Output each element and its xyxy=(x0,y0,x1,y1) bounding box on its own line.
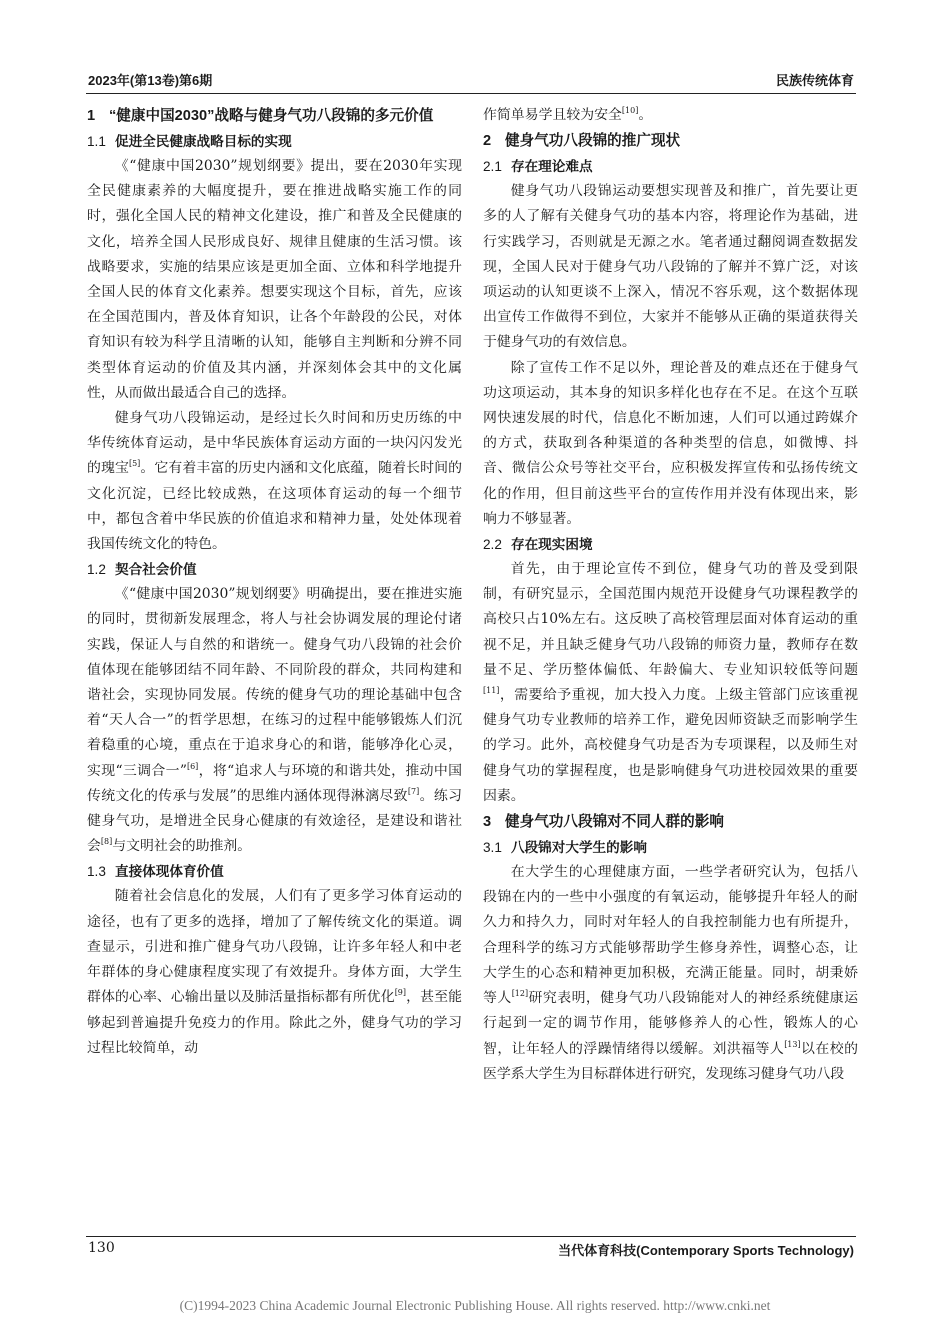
citation: [13] xyxy=(784,1039,801,1049)
section-number: 3 xyxy=(483,814,492,831)
section-2-2-heading xyxy=(483,532,858,557)
text-run: 在大学生的心理健康方面，一些学者研究认为，包括八段锦在内的一些中小强度的有氧运动，能够提升年轻人的耐久力和持久力，同时对年轻人的自我控制能力也有所提升，合理科学的练习方式能够帮助学生修身养性，调整心态，让大学生的心态和精神更加积极，充满正能量。同时，胡秉娇等人 xyxy=(483,864,858,1007)
citation: [6] xyxy=(186,761,199,771)
section-number: 2 xyxy=(483,133,492,150)
footer-rule xyxy=(86,1236,856,1237)
citation: [7] xyxy=(407,786,420,796)
text-run: 与文明社会的助推剂。 xyxy=(112,838,252,855)
section-number: 1.2 xyxy=(87,562,106,578)
citation: [5] xyxy=(128,459,141,469)
section-title: 契合社会价值 xyxy=(115,562,197,578)
section-number: 2.2 xyxy=(483,537,502,553)
header-rule xyxy=(86,93,856,94)
text-run: 。练习健身气功，是增进全民身心健康的有效途径，是建设和谐社会 xyxy=(87,787,462,855)
text-run: 以在校的医学系大学生为目标群体进行研究，发现练习健身气功八段 xyxy=(483,1040,858,1082)
section-title: 健身气功八段锦的推广现状 xyxy=(505,133,681,150)
section-2-1-heading xyxy=(483,154,858,179)
section-number: 1.3 xyxy=(87,864,106,880)
text-run: 作简单易学且较为安全 xyxy=(483,107,622,123)
citation: [8] xyxy=(100,837,113,847)
paragraph xyxy=(87,406,462,557)
text-run: 。 xyxy=(638,107,653,123)
section-1-heading xyxy=(87,103,462,129)
section-number: 2.1 xyxy=(483,159,502,175)
section-2-heading xyxy=(483,128,858,154)
section-1-2-heading xyxy=(87,557,462,582)
citation: [10] xyxy=(621,106,639,115)
section-1-3-heading xyxy=(87,859,462,884)
paragraph xyxy=(87,582,462,859)
text-run: ，需要给予重视，加大投入力度。上级主管部门应该重视健身气功专业教师的培养工作，避免因师资缺乏而影响学生的学习。此外，高校健身气功是否为专项课程，以及师生对健身气功的掌握程度，也是影响健身气功进校园效果的重要因素。 xyxy=(483,687,858,804)
section-3-1-heading xyxy=(483,835,858,860)
text-run: ，甚至能够起到普遍提升免疫力的作用。除此之外，健身气功的学习过程比较简单，动 xyxy=(87,989,462,1056)
section-title: 健身气功八段锦对不同人群的影响 xyxy=(505,814,724,831)
text-run: 首先，由于理论宣传不到位，健身气功的普及受到限制，有研究显示，全国范围内规范开设健身气功课程教学的高校只占10%左右。这反映了高校管理层面对体育运动的重视不足，并且缺乏健身气功八段锦的师资力量，教师存在数量不足、学历整体偏低、年龄偏大、专业知识较低等问题 xyxy=(483,561,858,678)
text-run: 《“健康中国2030”规划纲要》明确提出，要在推进实施的同时，贯彻新发展理念，将人与社会协调发展的理论付诸实践，保证人与自然的和谐统一。健身气功八段锦的社会价值体现在能够团结不同年龄、不同阶段的群众，共同构建和谐社会，实现协同发展。传统的健身气功的理论基础中包含着“天人合一”的哲学思想，在练习的过程中能够锻炼人们沉着稳重的心境，重点在于追求身心的和谐，能够净化心灵，实现“三调合一” xyxy=(87,586,462,779)
paragraph xyxy=(483,860,858,1087)
section-number: 1.1 xyxy=(87,134,106,149)
text-run: 研究表明，健身气功八段锦能对人的神经系统健康运行起到一定的调节作用，能够修养人的心性，锻炼人的心智，让年轻人的浮躁情绪得以缓解。刘洪福等人 xyxy=(483,990,858,1057)
paragraph xyxy=(87,884,462,1060)
paragraph: 除了宣传工作不足以外，理论普及的难点还在于健身气功这项运动，其本身的知识多样化也存在不足。在这个互联网快速发展的时代，信息化不断加速，人们可以通过跨媒介的方式，获取到各种渠道的各种类型的信息，如微博、抖音、微信公众号等社交平台，应积极发挥宣传和弘扬传统文化的作用，但目前这些平台的宣传作用并没有体现出来，影响力不够显著。 xyxy=(483,359,858,527)
left-column xyxy=(87,103,462,1061)
section-title: 促进全民健康战略目标的实现 xyxy=(115,134,292,149)
right-column xyxy=(483,103,858,1087)
page-number: 130 xyxy=(88,1240,115,1256)
section-title: 八段锦对大学生的影响 xyxy=(511,840,647,856)
text-run: 健身气功八段锦运动，是经过长久时间和历史历练的中华传统体育运动，是中华民族体育运动方面的一块闪闪发光的瑰宝 xyxy=(87,410,462,477)
text-run: 。它有着丰富的历史内涵和文化底蕴，随着长时间的文化沉淀，已经比较成熟，在这项体育运动的每一个细节中，都包含着中华民族的价值追求和精神力量，处处体现着我国传统文化的特色。 xyxy=(87,460,462,553)
section-number: 3.1 xyxy=(483,840,502,856)
citation: [11] xyxy=(483,686,500,696)
text-run: ，将“追求人与环境的和谐共处，推动中国传统文化的传承与发展”的思维内涵体现得淋漓尽致 xyxy=(87,762,462,804)
section-number: 1 xyxy=(87,108,96,124)
column-title: 民族传统体育 xyxy=(775,73,854,88)
section-3-heading xyxy=(483,809,858,835)
section-title: 直接体现体育价值 xyxy=(115,864,224,880)
paragraph-continued xyxy=(483,103,858,128)
paragraph xyxy=(483,557,858,809)
section-title: 存在理论难点 xyxy=(511,159,593,175)
section-title: 存在现实困境 xyxy=(511,537,593,553)
journal-name: 当代体育科技(Contemporary Sports Technology) xyxy=(558,1243,854,1258)
paragraph: 《“健康中国2030”规划纲要》提出，要在2030年实现全民健康素养的大幅度提升，要在推进战略实施工作的同时，强化全国人民的精神文化建设，推广和普及全民健康的文化，培养全国人民形成良好、规律且健康的生活习惯。该战略要求，实施的结果应该是更加全面、立体和科学地提升全国人民的体育文化素养。想要实现这个目标，首先，应该在全国范围内，普及体育知识，让各个年龄段的公民，对体育知识有较为科学且清晰的认知，能够自主判断和分辨不同类型体育运动的价值及其内涵，并深刻体会其中的文化属性，从而做出最适合自己的选择。 xyxy=(87,158,462,401)
section-1-1-heading xyxy=(87,129,462,154)
paragraph: 健身气功八段锦运动要想实现普及和推广，首先要让更多的人了解有关健身气功的基本内容，将理论作为基础，进行实践学习，否则就是无源之水。笔者通过翻阅调查数据发现，全国人民对于健身气功八段锦的了解并不算广泛，对该项运动的认知更谈不上深入，情况不容乐观，这个数据体现出宣传工作做得不到位，大家并不能够从正确的渠道获得关于健身气功的有效信息。 xyxy=(483,183,858,351)
issue-info: 2023年(第13卷)第6期 xyxy=(88,73,213,88)
citation: [12] xyxy=(511,989,529,999)
copyright-notice: (C)1994-2023 China Academic Journal Electronic Publishing House. All rights reserved. http://www.cnki.net xyxy=(179,1298,771,1313)
section-title: “健康中国2030”战略与健身气功八段锦的多元价值 xyxy=(109,108,434,124)
citation: [9] xyxy=(394,988,407,998)
text-run: 随着社会信息化的发展，人们有了更多学习体育运动的途径，也有了更多的选择，增加了了解传统文化的渠道。调查显示，引进和推广健身气功八段锦，让许多年轻人和中老年群体的身心健康程度实现了有效提升。身体方面，大学生群体的心率、心输出量以及肺活量指标都有所优化 xyxy=(87,888,462,1006)
